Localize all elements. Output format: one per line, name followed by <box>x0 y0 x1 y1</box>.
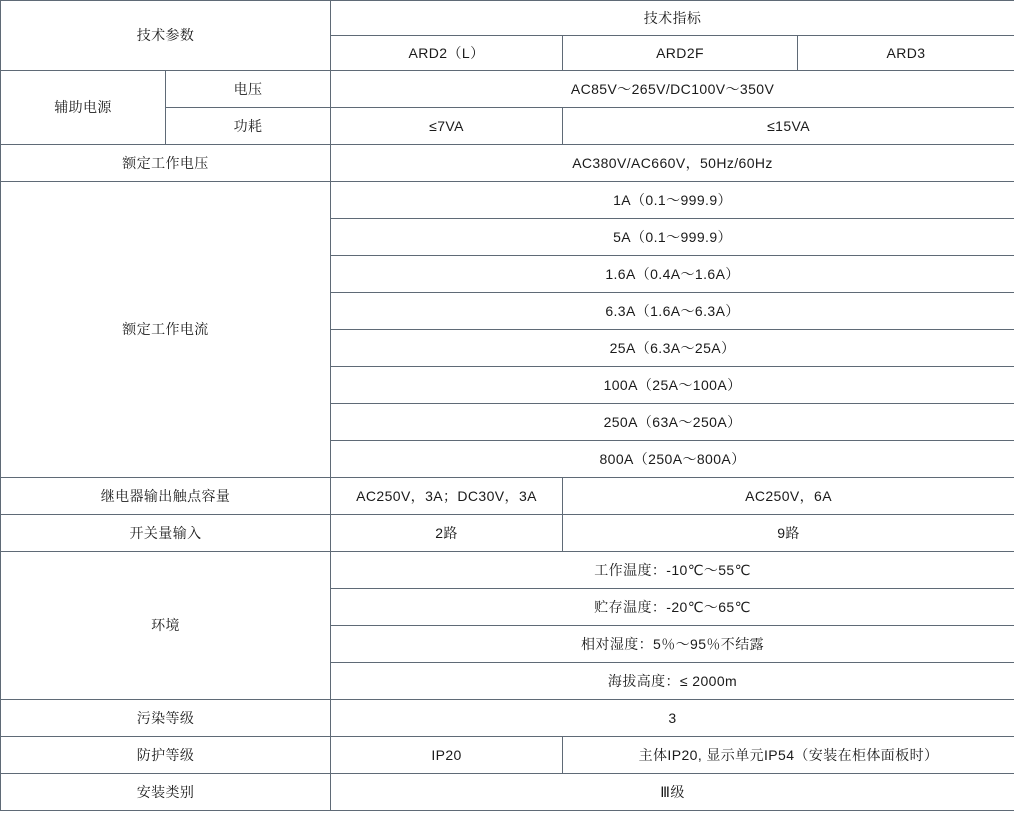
cell-relay-output-2: AC250V，6A <box>563 478 1014 515</box>
table-row <box>1 515 1014 552</box>
cell-environment-4: 海拔高度：≤ 2000m <box>331 663 1014 700</box>
cell-environment-1: 工作温度：-10℃～55℃ <box>331 552 1014 589</box>
header-model-ard3: ARD3 <box>798 36 1014 71</box>
table-row <box>1 552 1014 589</box>
header-index-label: 技术指标 <box>331 1 1014 36</box>
cell-environment-3: 相对湿度：5％～95％不结露 <box>331 626 1014 663</box>
cell-rated-current-3: 1.6A（0.4A～1.6A） <box>331 256 1014 293</box>
row-label-aux-power: 辅助电源 <box>1 71 166 145</box>
cell-rated-current-6: 100A（25A～100A） <box>331 367 1014 404</box>
table-row <box>1 478 1014 515</box>
table-row <box>1 145 1014 182</box>
table-row <box>1 182 1014 219</box>
cell-relay-output-1: AC250V，3A；DC30V，3A <box>331 478 563 515</box>
cell-install-category-value: Ⅲ级 <box>331 774 1014 811</box>
cell-switch-input-1: 2路 <box>331 515 563 552</box>
row-label-rated-voltage: 额定工作电压 <box>1 145 331 182</box>
row-label-aux-consumption: 功耗 <box>166 108 331 145</box>
table-row <box>1 700 1014 737</box>
row-label-rated-current: 额定工作电流 <box>1 182 331 478</box>
cell-rated-current-8: 800A（250A～800A） <box>331 441 1014 478</box>
row-label-switch-input: 开关量输入 <box>1 515 331 552</box>
cell-protection-1: IP20 <box>331 737 563 774</box>
cell-rated-voltage-value: AC380V/AC660V，50Hz/60Hz <box>331 145 1014 182</box>
cell-protection-2: 主体IP20, 显示单元IP54（安装在柜体面板时） <box>563 737 1014 774</box>
row-label-relay-output: 继电器输出触点容量 <box>1 478 331 515</box>
cell-rated-current-5: 25A（6.3A～25A） <box>331 330 1014 367</box>
cell-rated-current-2: 5A（0.1～999.9） <box>331 219 1014 256</box>
cell-pollution-value: 3 <box>331 700 1014 737</box>
header-model-ard2l: ARD2（L） <box>331 36 563 71</box>
cell-aux-consumption-1: ≤7VA <box>331 108 563 145</box>
cell-environment-2: 贮存温度：-20℃～65℃ <box>331 589 1014 626</box>
cell-aux-voltage-value: AC85V～265V/DC100V～350V <box>331 71 1014 108</box>
row-label-pollution: 污染等级 <box>1 700 331 737</box>
cell-switch-input-2: 9路 <box>563 515 1014 552</box>
row-label-environment: 环境 <box>1 552 331 700</box>
cell-rated-current-7: 250A（63A～250A） <box>331 404 1014 441</box>
cell-rated-current-4: 6.3A（1.6A～6.3A） <box>331 293 1014 330</box>
table-row <box>1 774 1014 811</box>
header-param-label: 技术参数 <box>1 1 331 71</box>
row-label-install-category: 安装类别 <box>1 774 331 811</box>
table-row <box>1 1 1014 36</box>
cell-rated-current-1: 1A（0.1～999.9） <box>331 182 1014 219</box>
row-label-aux-voltage: 电压 <box>166 71 331 108</box>
table-row <box>1 737 1014 774</box>
table-row <box>1 71 1014 108</box>
row-label-protection: 防护等级 <box>1 737 331 774</box>
cell-aux-consumption-2: ≤15VA <box>563 108 1014 145</box>
header-model-ard2f: ARD2F <box>563 36 798 71</box>
